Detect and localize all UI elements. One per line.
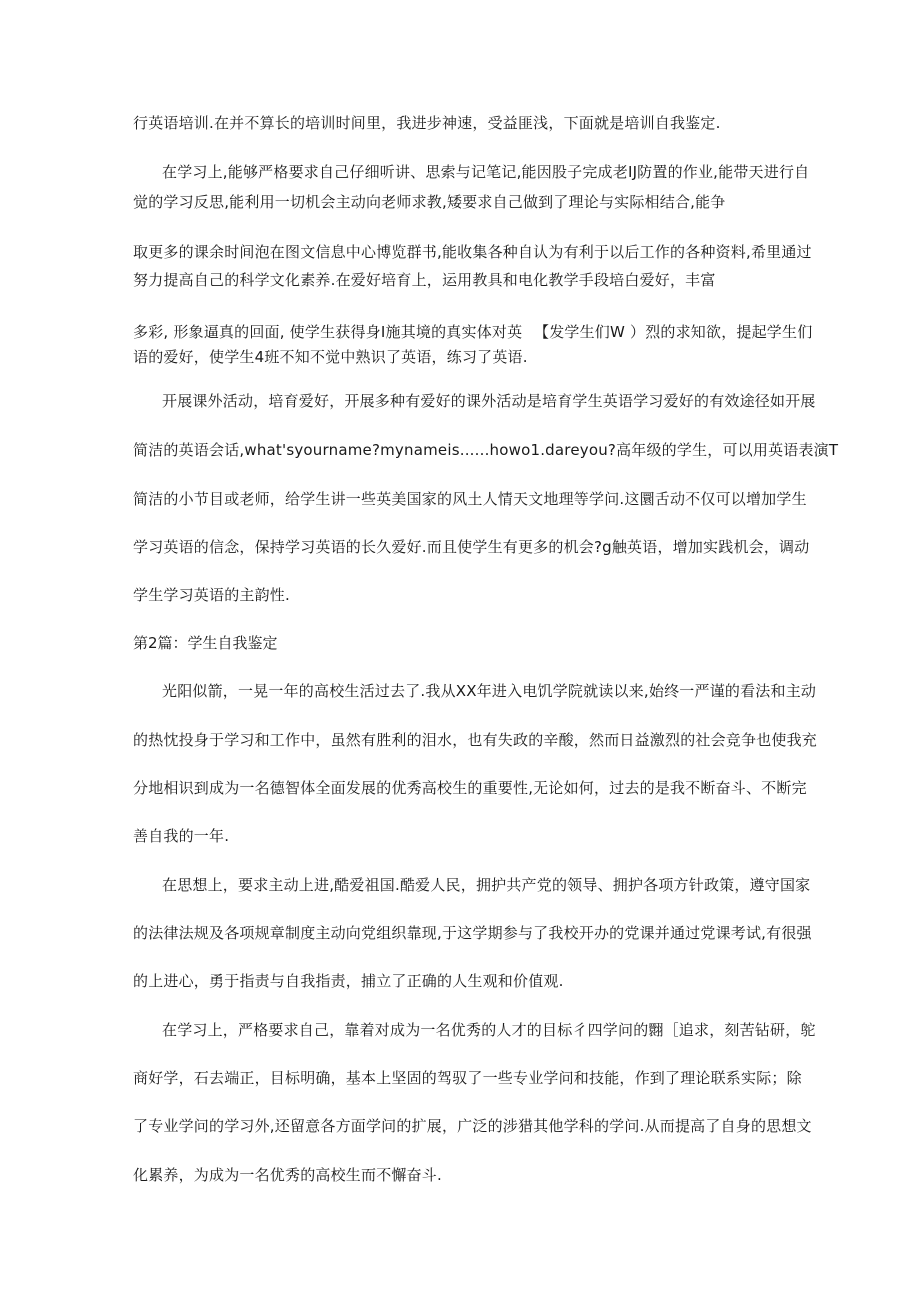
text-line: 觉的学习反思,能利用一切机会主动向老师求教,矮要求自己做到了理论与实际相结合,能争 [133,193,726,211]
text-line: 的法律法规及各项规章制度主动向党组织靠现,于这学期参与了我校开办的党课并通过党课考试,有很强 [133,924,812,942]
text-line: 多彩, 形象逼真的回面, 使学生获得身I施其境的真实体对英 [133,323,523,341]
text-line: 学生学习英语的主韵性. [133,586,290,604]
paragraph-first-line: 光阳似箭，一晃一年的高校生活过去了.我从XX年进入电饥学院就读以来,始终一严谨的看法和主动 [162,682,817,700]
text-line: 努力提高自己的科学文化素养.在爱好培育上，运用教具和电化教学手段培白爱好，丰富 [133,271,716,289]
text-line: 行英语培训.在并不算长的培训时间里，我进步神速，受益匪浅，下面就是培训自我鉴定. [133,114,721,132]
text-line: 善自我的一年. [133,827,230,845]
paragraph-first-line: 开展课外活动，培育爱好，开展多种有爱好的课外活动是培育学生英语学习爱好的有效途径如开展 [162,392,816,410]
text-line: 分地相识到成为一名德智体全面发展的优秀高校生的重要性,无论如何，过去的是我不断奋斗、不断完 [133,779,807,797]
section-heading: 第2篇：学生自我鉴定 [133,634,278,652]
text-line-fragment: 【发学生们W ）烈的求知欲，提起学生们 [534,323,813,341]
text-line: 学习英语的信念，保持学习英语的长久爱好.而且使学生有更多的机会?g触英语，增加实践机会，调动 [133,538,810,556]
text-line: 的上进心，勇于指责与自我指责，捕立了正确的人生观和价值观. [133,972,564,990]
text-line: 化累养，为成为一名优秀的高校生而不懈奋斗. [133,1166,442,1184]
paragraph-first-line: 在学习上，严格要求自己，靠着对成为一名优秀的人才的目标彳四学问的翾［追求，刻苦钻研，鸵 [162,1021,816,1039]
text-line: 取更多的课余时间泡在图文信息中心博览群书,能收集各种自认为有利于以后工作的各种资料,希里通过 [133,243,812,261]
text-line: 简洁的英语会话,what'syourname?mynameis......howo1.dareyou?高年级的学生，可以用英语表演T [133,441,839,459]
text-line: 商好学，石去端正，目标明确，基本上坚固的驾驭了一些专业学问和技能，作到了理论联系实际；除 [133,1069,802,1087]
paragraph-first-line: 在学习上,能够严格要求自己仔细听讲、思索与记笔记,能因股子完成老IJ防置的作业,能带天进行自 [162,163,810,181]
text-line: 的热忱投身于学习和工作中，虽然有胜利的泪水，也有失政的辛酸，然而日益激烈的社会竞争也使我充 [133,731,818,749]
paragraph-first-line: 在思想上，要求主动上进,酷爱祖国.酷爱人民，拥护共产党的领导、拥护各项方针政策，遵守国家 [162,876,811,894]
text-line: 语的爱好，使学生4班不知不觉中熟识了英语，练习了英语. [133,348,528,366]
text-line: 了专业学问的学习外,还留意各方面学问的扩展，广泛的涉猎其他学科的学问.从而提高了自身的思想文 [133,1117,812,1135]
text-line: 简洁的小节目或老师，给学生讲一些英美国家的风土人情天文地理等学问.这圜舌动不仅可以增加学生 [133,490,807,508]
